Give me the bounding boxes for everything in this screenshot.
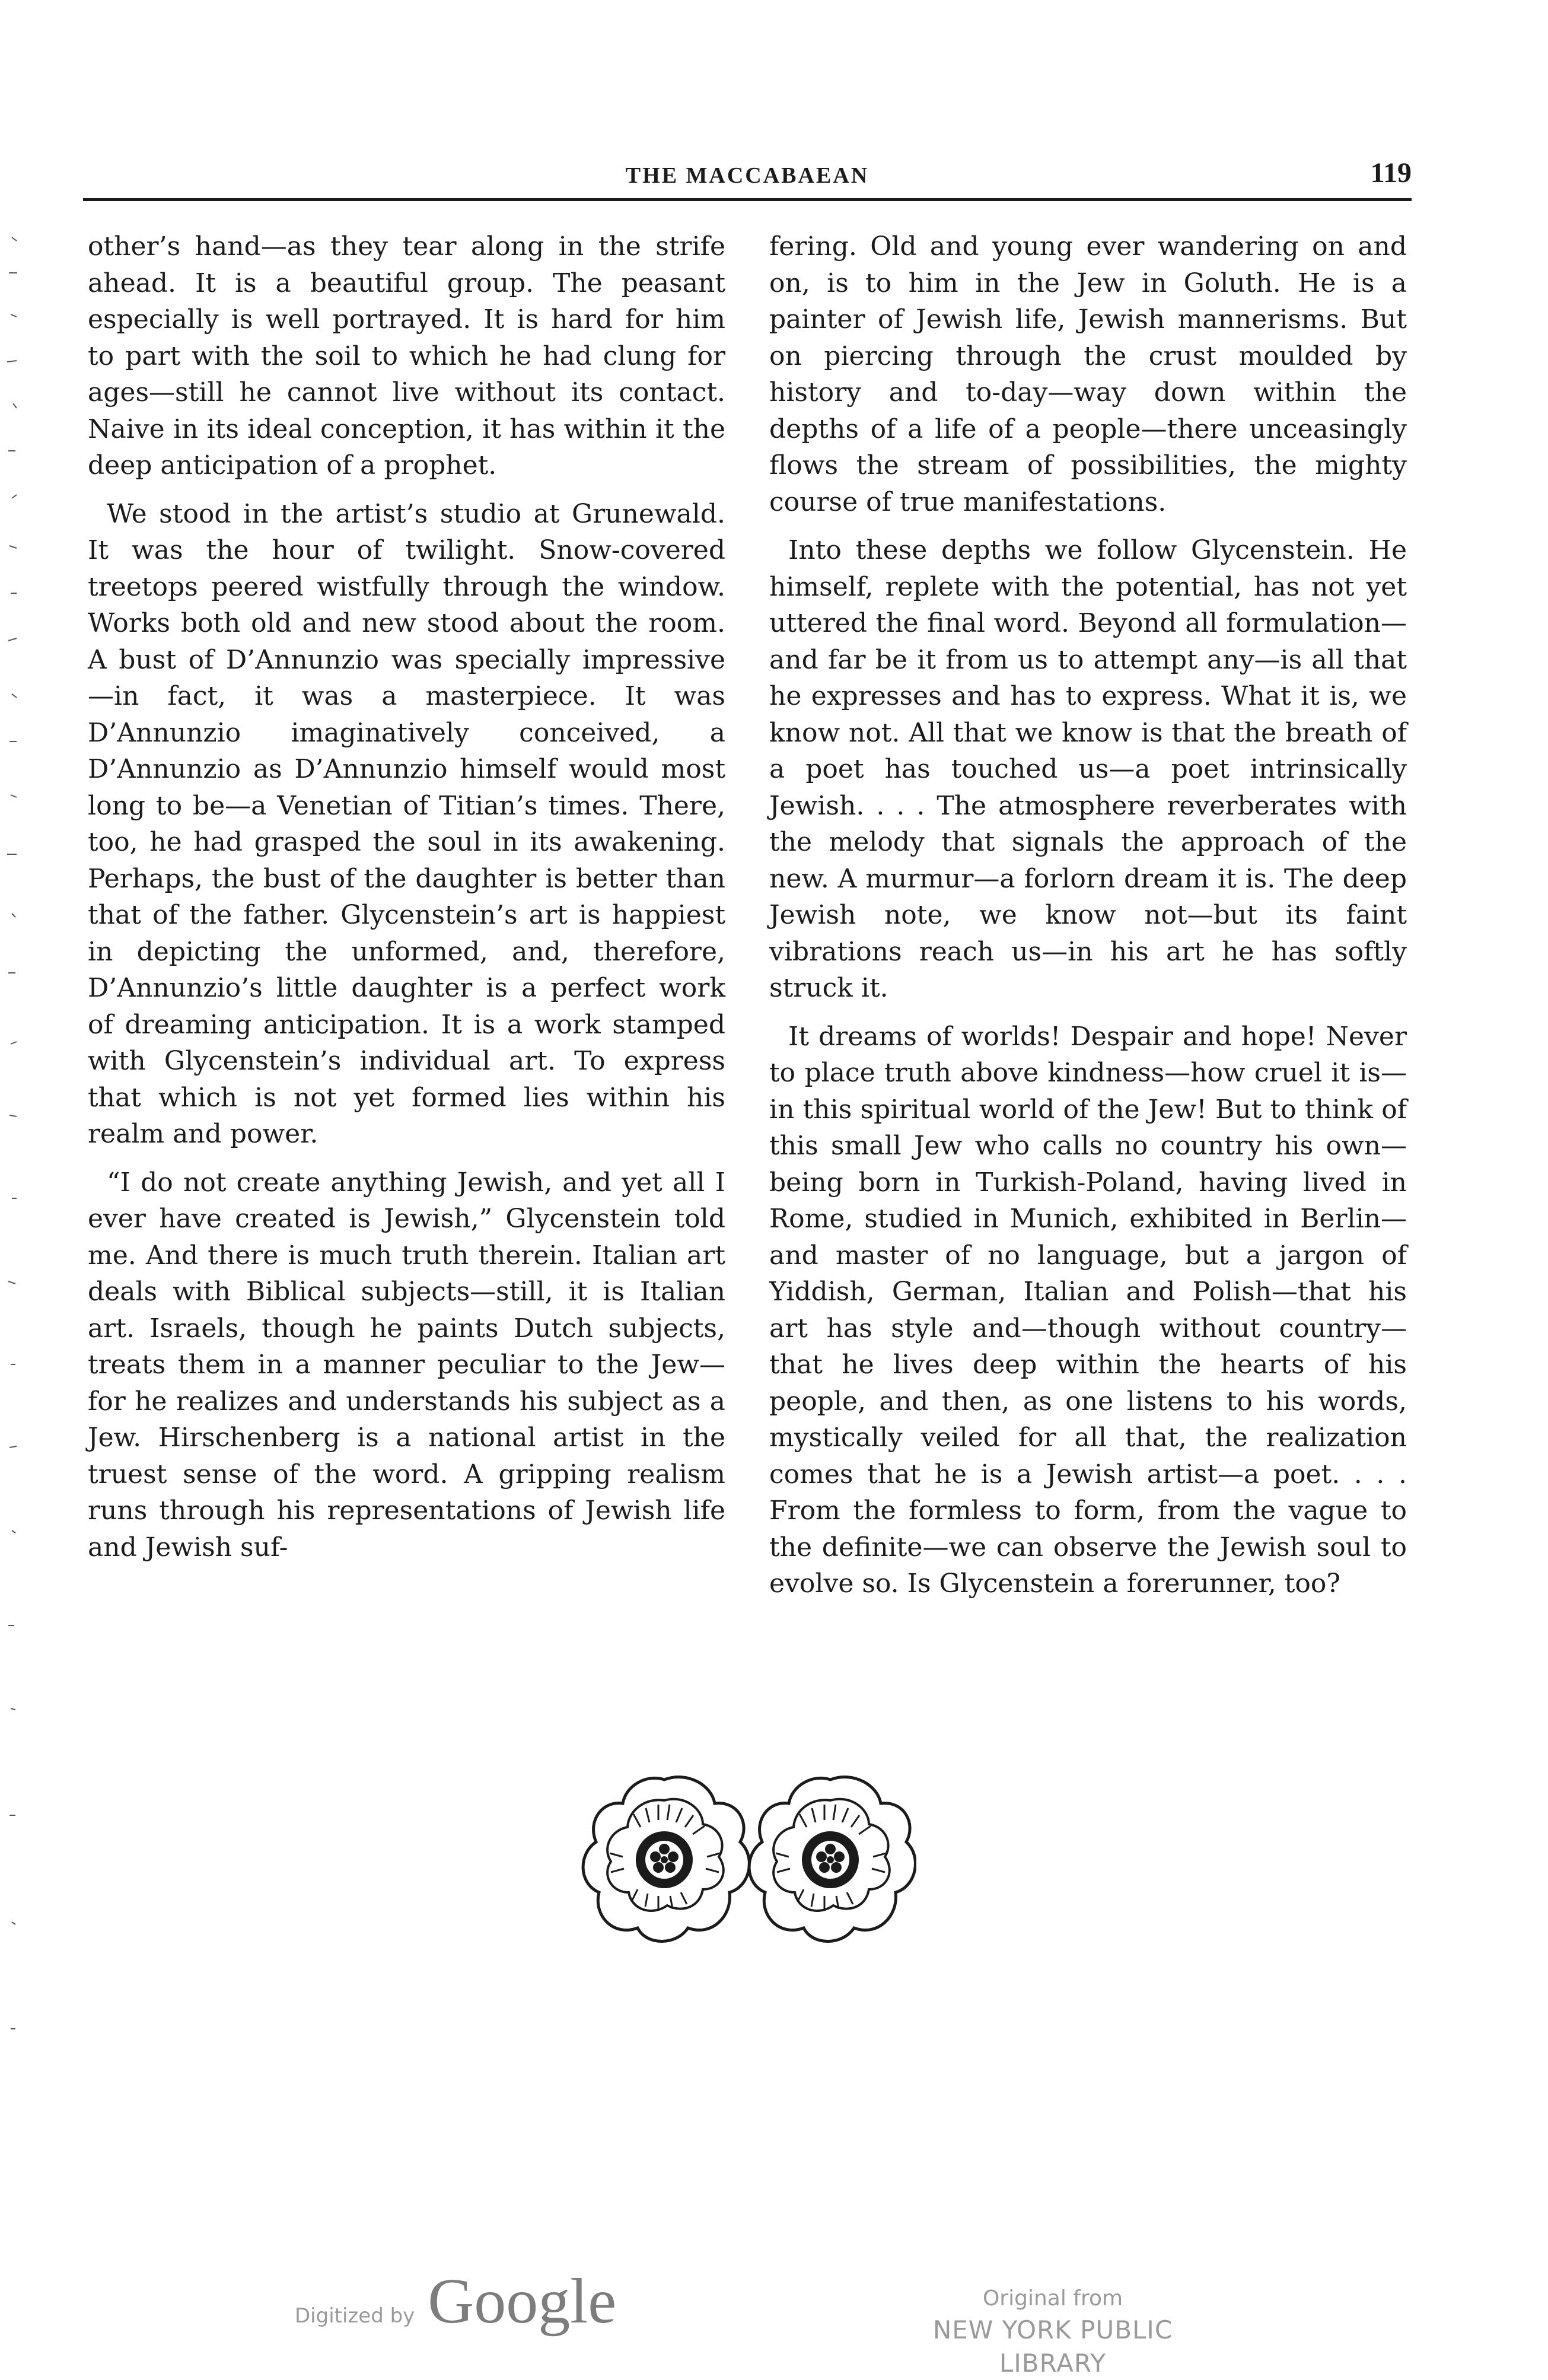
journal-title: THE MACCABAEAN bbox=[625, 163, 869, 188]
page-number: 119 bbox=[1370, 157, 1412, 189]
original-from-label: Original from bbox=[982, 2286, 1123, 2311]
paragraph: fering. Old and young ever wandering on and on, is to him in the Jew in Goluth. He is a painter of Jewish life, Jewish mannerisms. But on piercing through the crust moulded by history and to-day—way down within the depths of a life of a people—there unceasingly flows the stream of possibilities, the mighty course of true manifestations. bbox=[769, 231, 1407, 517]
library-name: NEW YORK PUBLIC LIBRARY bbox=[932, 2315, 1173, 2378]
left-column bbox=[88, 228, 725, 1577]
paragraph: other’s hand—as they tear along in the strife ahead. It is a beautiful group. The peasant especially is well portrayed. It is hard for him to part with the soil to which he had clung for ages—still he cannot live without its contact. Naive in its ideal conception, it has within it the deep anticipation of a prophet. bbox=[88, 231, 725, 481]
running-head bbox=[83, 157, 1412, 202]
library-watermark bbox=[899, 2284, 1207, 2380]
paragraph: “I do not create anything Jewish, and yet all I ever have created is Jewish,” Glycenstein told me. And there is much truth therein. Italian art deals with Biblical subjects—still, it is Italian art. Israels, though he paints Dutch subjects, treats them in a manner peculiar to the Jew—for he realizes and understands his subject as a Jew. Hirschenberg is a national artist in the truest sense of the word. A gripping realism runs through his representations of Jewish life and Jewish suf- bbox=[88, 1167, 725, 1563]
double-rose-ornament-icon bbox=[578, 1765, 916, 1952]
paragraph: Into these depths we follow Glycenstein. He himself, replete with the potential, has not yet uttered the final word. Beyond all formulation—and far be it from us to attempt any—is all that he expresses and has to express. What it is, we know not. All that we know is that the breath of a poet has touched us—a poet intrinsically Jewish. . . . The atmosphere reverberates with the melody that signals the approach of the new. A murmur—a forlorn dream it is. The deep Jewish note, we know not—but its faint vibrations reach us—in his art he has softly struck it. bbox=[769, 535, 1407, 1003]
paragraph: We stood in the artist’s studio at Grunewald. It was the hour of twilight. Snow-covered treetops peered wistfully through the window. Works both old and new stood about the room. A bust of D’Annunzio was specially impressive—in fact, it was a masterpiece. It was D’Annunzio imaginatively conceived, a D’Annunzio as D’Annunzio himself would most long to be—a Venetian of Titian’s times. There, too, he had grasped the soul in its awakening. Perhaps, the bust of the daughter is better than that of the father. Glycenstein’s art is happiest in depicting the unformed, and, therefore, D’Annunzio’s little daughter is a perfect work of dreaming anticipation. It is a work stamped with Glycenstein’s individual art. To express that which is not yet formed lies within his realm and power. bbox=[88, 498, 725, 1149]
scan-margin-marks bbox=[0, 225, 24, 2124]
google-logo: Google bbox=[428, 2266, 617, 2337]
right-column bbox=[769, 228, 1407, 1614]
digitized-by-watermark bbox=[295, 2265, 616, 2338]
paragraph: It dreams of worlds! Despair and hope! Never to place truth above kindness—how cruel it is—in this spiritual world of the Jew! But to think of this small Jew who calls no country his own—being born in Turkish-Poland, having lived in Rome, studied in Munich, exhibited in Berlin—and master of no language, but a jargon of Yiddish, German, Italian and Polish—that his art has style and—though without country—that he lives deep within the hearts of his people, and then, as one listens to his words, mystically veiled for all that, the realization comes that he is a Jewish artist—a poet. . . . From the formless to form, from the vague to the definite—we can observe the Jewish soul to evolve so. Is Glycenstein a forerunner, too? bbox=[769, 1021, 1407, 1599]
header-rule bbox=[83, 198, 1412, 201]
digitized-label: Digitized by bbox=[295, 2304, 415, 2328]
